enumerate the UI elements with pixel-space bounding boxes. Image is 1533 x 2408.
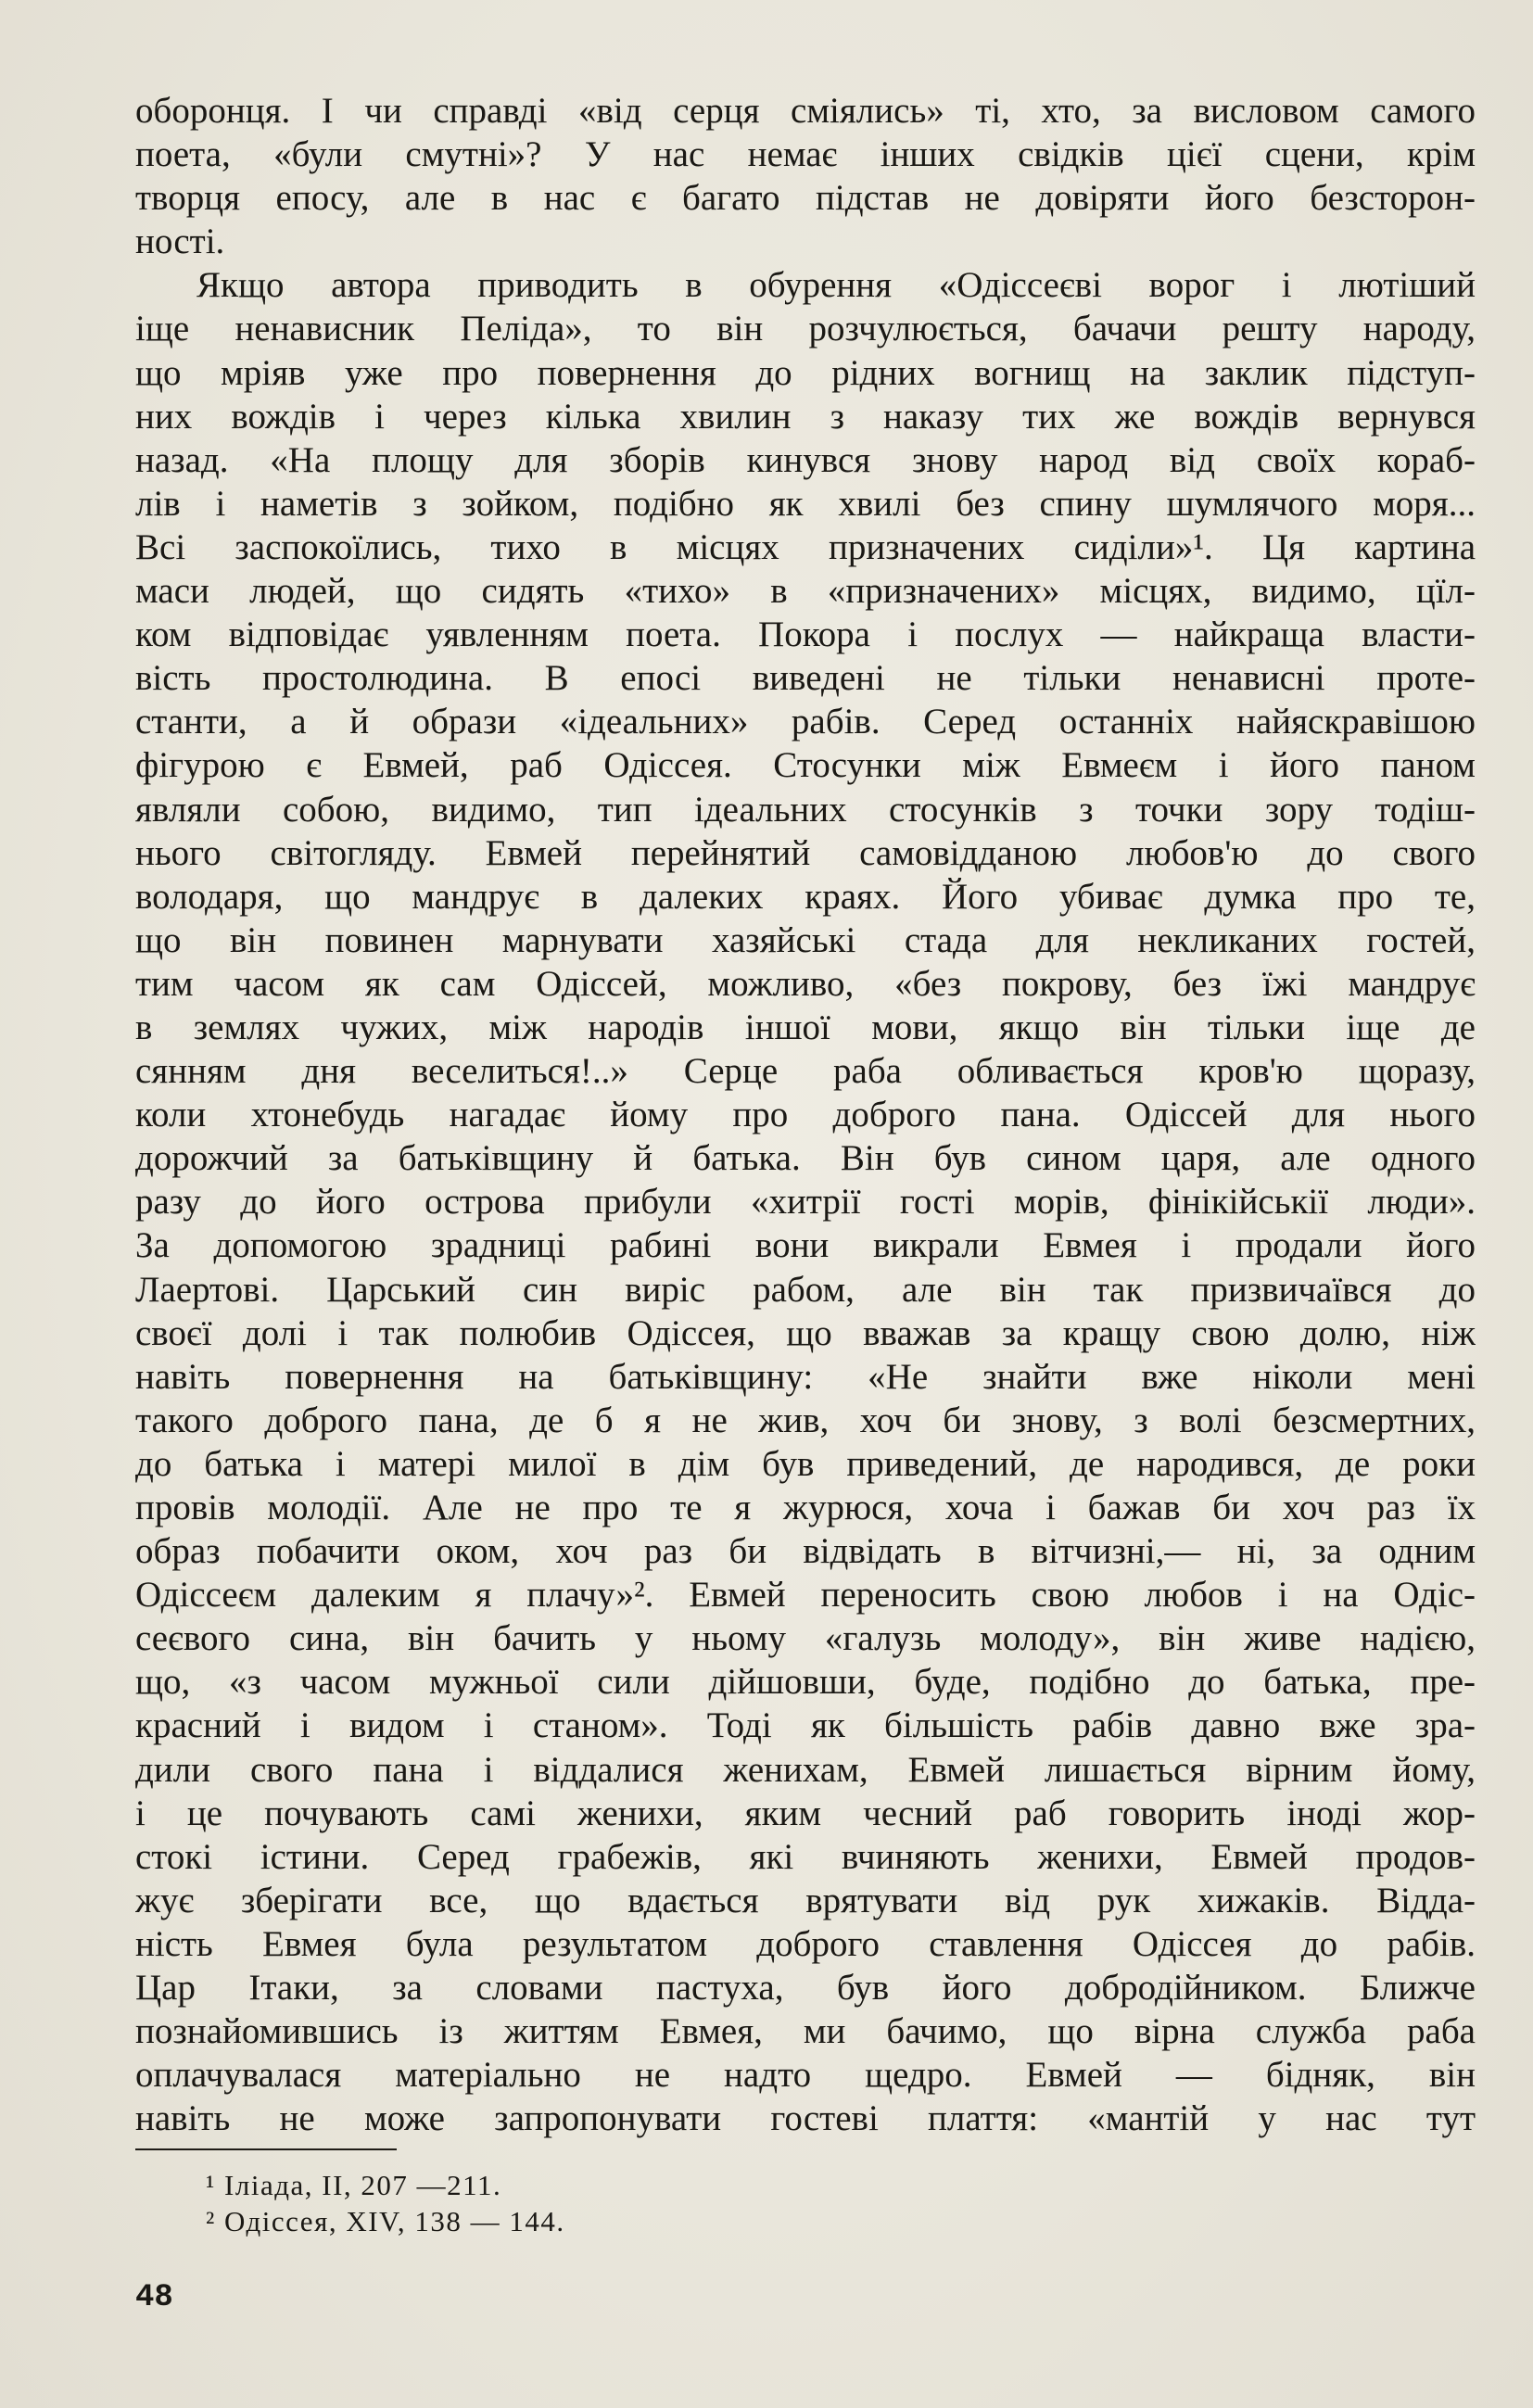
text-line: разу до його острова прибули «хитрії гості морів, фінікійськії люди». [135,1182,1476,1223]
text-line: сянням дня веселиться!..» Серце раба обливається кров'ю щоразу, [135,1051,1476,1092]
text-line: них вождів і через кілька хвилин з наказу тих же вождів вернувся [135,396,1476,437]
text-line: що він повинен марнувати хазяйські стада для некликаних гостей, [135,919,1476,960]
text-line: що, «з часом мужньої сили дійшовши, буде, подібно до батька, пре- [135,1662,1476,1703]
text-line: красний і видом і станом». Тоді як більшість рабів давно вже зра- [135,1705,1476,1746]
text-line: являли собою, видимо, тип ідеальних стосунків з точки зору тодіш- [135,789,1476,830]
text-line: дорожчий за батьківщину й батька. Він був сином царя, але одного [135,1138,1476,1179]
text-line: оборонця. І чи справді «від серця сміялись» ті, хто, за висловом самого [135,91,1476,131]
text-line: нього світогляду. Евмей перейнятий самовідданою любов'ю до свого [135,832,1476,873]
text-line: поета, «були смутні»? У нас немає інших свідків цієї сцени, крім [135,134,1476,175]
text-line: своєї долі і так полюбив Одіссея, що вважав за кращу свою долю, ніж [135,1312,1476,1353]
footnote-2: ² Одіссея, XIV, 138 — 144. [206,2205,565,2237]
footnote-1: ¹ Іліада, II, 207 —211. [206,2169,502,2201]
text-line: За допомогою зрадниці рабині вони викрали Евмея і продали його [135,1225,1476,1266]
text-line: ком відповідає уявленням поета. Покора і послух — найкраща власти- [135,615,1476,655]
text-line: володаря, що мандрує в далеких краях. Його убиває думка про те, [135,876,1476,917]
text-line: такого доброго пана, де б я не жив, хоч би знову, з волі безсмертних, [135,1400,1476,1440]
text-line: оплачувалася матеріально не надто щедро. Евмей — бідняк, він [135,2055,1476,2096]
text-line: в землях чужих, між народів іншої мови, якщо він тільки іще де [135,1007,1476,1047]
main-text-block [135,89,1476,2140]
text-line: навіть повернення на батьківщину: «Не знайти вже ніколи мені [135,1356,1476,1397]
text-line: дили свого пана і віддалися женихам, Евмей лишається вірним йому, [135,1749,1476,1790]
text-line: ність Евмея була результатом доброго ставлення Одіссея до рабів. [135,1923,1476,1964]
text-line: сеєвого сина, він бачить у ньому «галузь молоду», він живе надією, [135,1618,1476,1659]
paragraph-first-line: Якщо автора приводить в обурення «Одіссеєві ворог і лютіший [196,265,1476,306]
text-line: що мріяв уже про повернення до рідних вогнищ на заклик підступ- [135,352,1476,393]
footnotes [206,2167,1133,2239]
text-line: ності. [135,222,225,262]
text-line: іще ненависник Пеліда», то він розчулюється, бачачи решту народу, [135,309,1476,349]
text-line: стокі істини. Серед грабежів, які вчиняють женихи, Евмей продов- [135,1836,1476,1877]
text-line: жує зберігати все, що вдається врятувати від рук хижаків. Відда- [135,1880,1476,1920]
text-line: маси людей, що сидять «тихо» в «призначених» місцях, видимо, цїл- [135,571,1476,612]
text-line: фігурою є Евмей, раб Одіссея. Стосунки між Евмеєм і його паном [135,745,1476,786]
text-line: коли хтонебудь нагадає йому про доброго пана. Одіссей для нього [135,1095,1476,1135]
text-line: образ побачити оком, хоч раз би відвідать в вітчизні,— ні, за одним [135,1531,1476,1572]
text-line: тим часом як сам Одіссей, можливо, «без покрову, без їжі мандрує [135,963,1476,1004]
text-line: Всі заспокоїлись, тихо в місцях призначених сиділи»¹. Ця картина [135,526,1476,567]
footnote-divider [135,2148,397,2150]
text-line: провів молодії. Але не про те я журюся, хоча і бажав би хоч раз їх [135,1488,1476,1527]
text-line: станти, а й образи «ідеальних» рабів. Серед останніх найяскравішою [135,702,1476,742]
text-line: творця епосу, але в нас є багато підстав не довіряти його безсторон- [135,178,1476,219]
page-number: 48 [135,2280,173,2315]
text-line: вість простолюдина. В епосі виведені не тільки ненависні проте- [135,658,1476,699]
text-line: познайомившись із життям Евмея, ми бачимо, що вірна служба раба [135,2011,1476,2052]
text-line: назад. «На площу для зборів кинувся знову народ від своїх кораб- [135,439,1476,480]
text-line: навіть не може запропонувати гостеві плаття: «мантій у нас тут [135,2098,1476,2139]
text-line: Цар Ітаки, за словами пастуха, був його добродійником. Ближче [135,1968,1476,2009]
text-line: і це почувають самі женихи, яким чесний раб говорить іноді жор- [135,1793,1476,1833]
text-line: Лаертові. Царський син виріс рабом, але він так призвичаївся до [135,1269,1476,1310]
text-line: до батька і матері милої в дім був приведений, де народився, де роки [135,1443,1476,1484]
text-line: лів і наметів з зойком, подібно як хвилі без спину шумлячого моря... [135,483,1476,524]
text-line: Одіссеєм далеким я плачу»². Евмей переносить свою любов і на Одіс- [135,1575,1476,1616]
